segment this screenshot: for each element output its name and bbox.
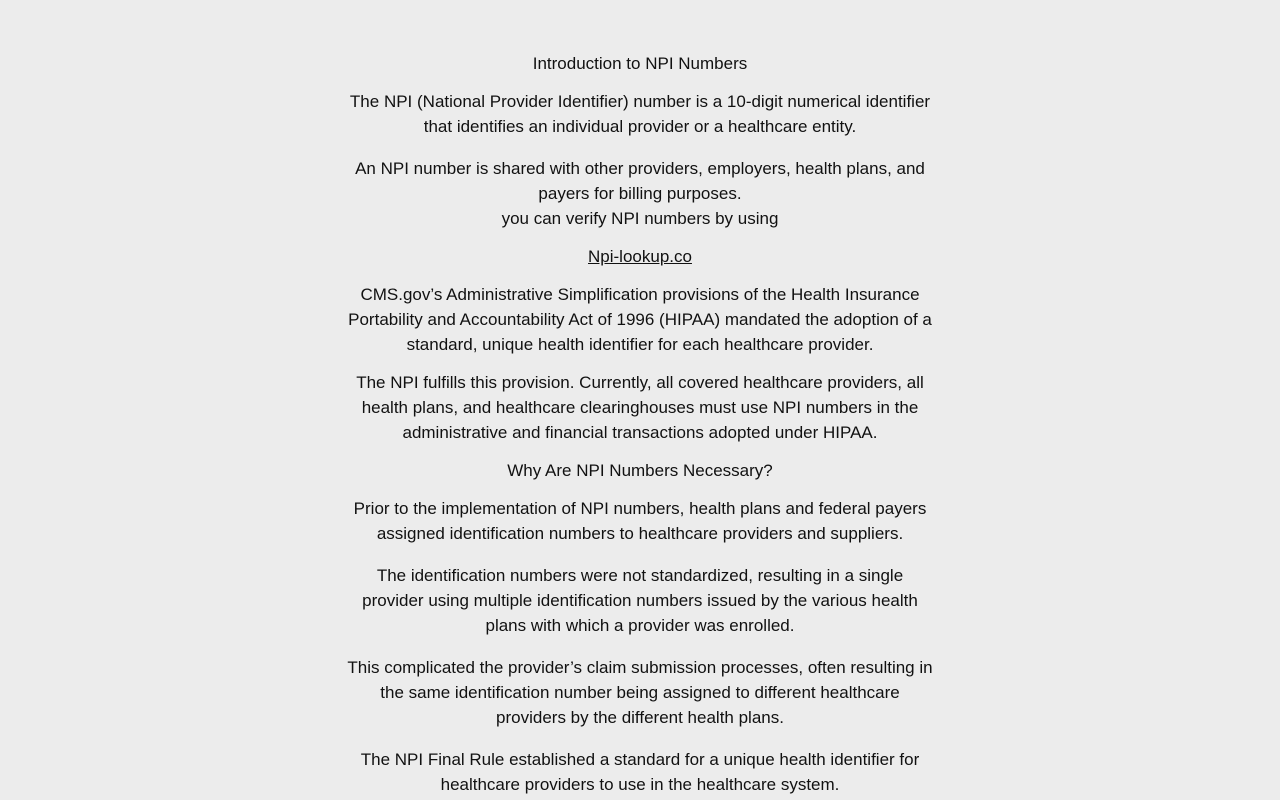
paragraph-npi-sharing [344, 156, 936, 231]
lookup-link-container [344, 244, 936, 269]
section-heading-why-necessary: Why Are NPI Numbers Necessary? [507, 461, 773, 480]
verify-intro-text: you can verify NPI numbers by using [501, 209, 779, 228]
article-title: Introduction to NPI Numbers [532, 54, 748, 73]
article-content [344, 0, 936, 797]
paragraph-npi-definition: The NPI (National Provider Identifier) number is a 10-digit numerical identifier that identifies an individual provider or a healthcare entity. [349, 92, 931, 136]
paragraph-final-rule: The NPI Final Rule established a standard for a unique health identifier for healthcare providers to use in the healthcare system. [360, 750, 920, 794]
paragraph-npi-fulfills: The NPI fulfills this provision. Currently, all covered healthcare providers, all health plans, and healthcare clearinghouses must use NPI numbers in the administrative and financial transactions adopted under HIPAA. [356, 373, 924, 442]
paragraph-complicated-claims: This complicated the provider’s claim submission processes, often resulting in the same identification number being assigned to different healthcare providers by the different health plans. [347, 658, 933, 727]
paragraph-hipaa-mandate: CMS.gov’s Administrative Simplification provisions of the Health Insurance Portability and Accountability Act of 1996 (HIPAA) mandated the adoption of a standard, unique health identifier for each healthcare provider. [348, 285, 932, 354]
paragraph-npi-sharing-text: An NPI number is shared with other providers, employers, health plans, and payers for billing purposes. [355, 159, 925, 203]
paragraph-not-standardized: The identification numbers were not standardized, resulting in a single provider using multiple identification numbers issued by the various health plans with which a provider was enrolled. [362, 566, 918, 635]
paragraph-prior-implementation: Prior to the implementation of NPI numbers, health plans and federal payers assigned identification numbers to healthcare providers and suppliers. [353, 499, 927, 543]
npi-lookup-link[interactable]: Npi-lookup.co [588, 247, 692, 266]
